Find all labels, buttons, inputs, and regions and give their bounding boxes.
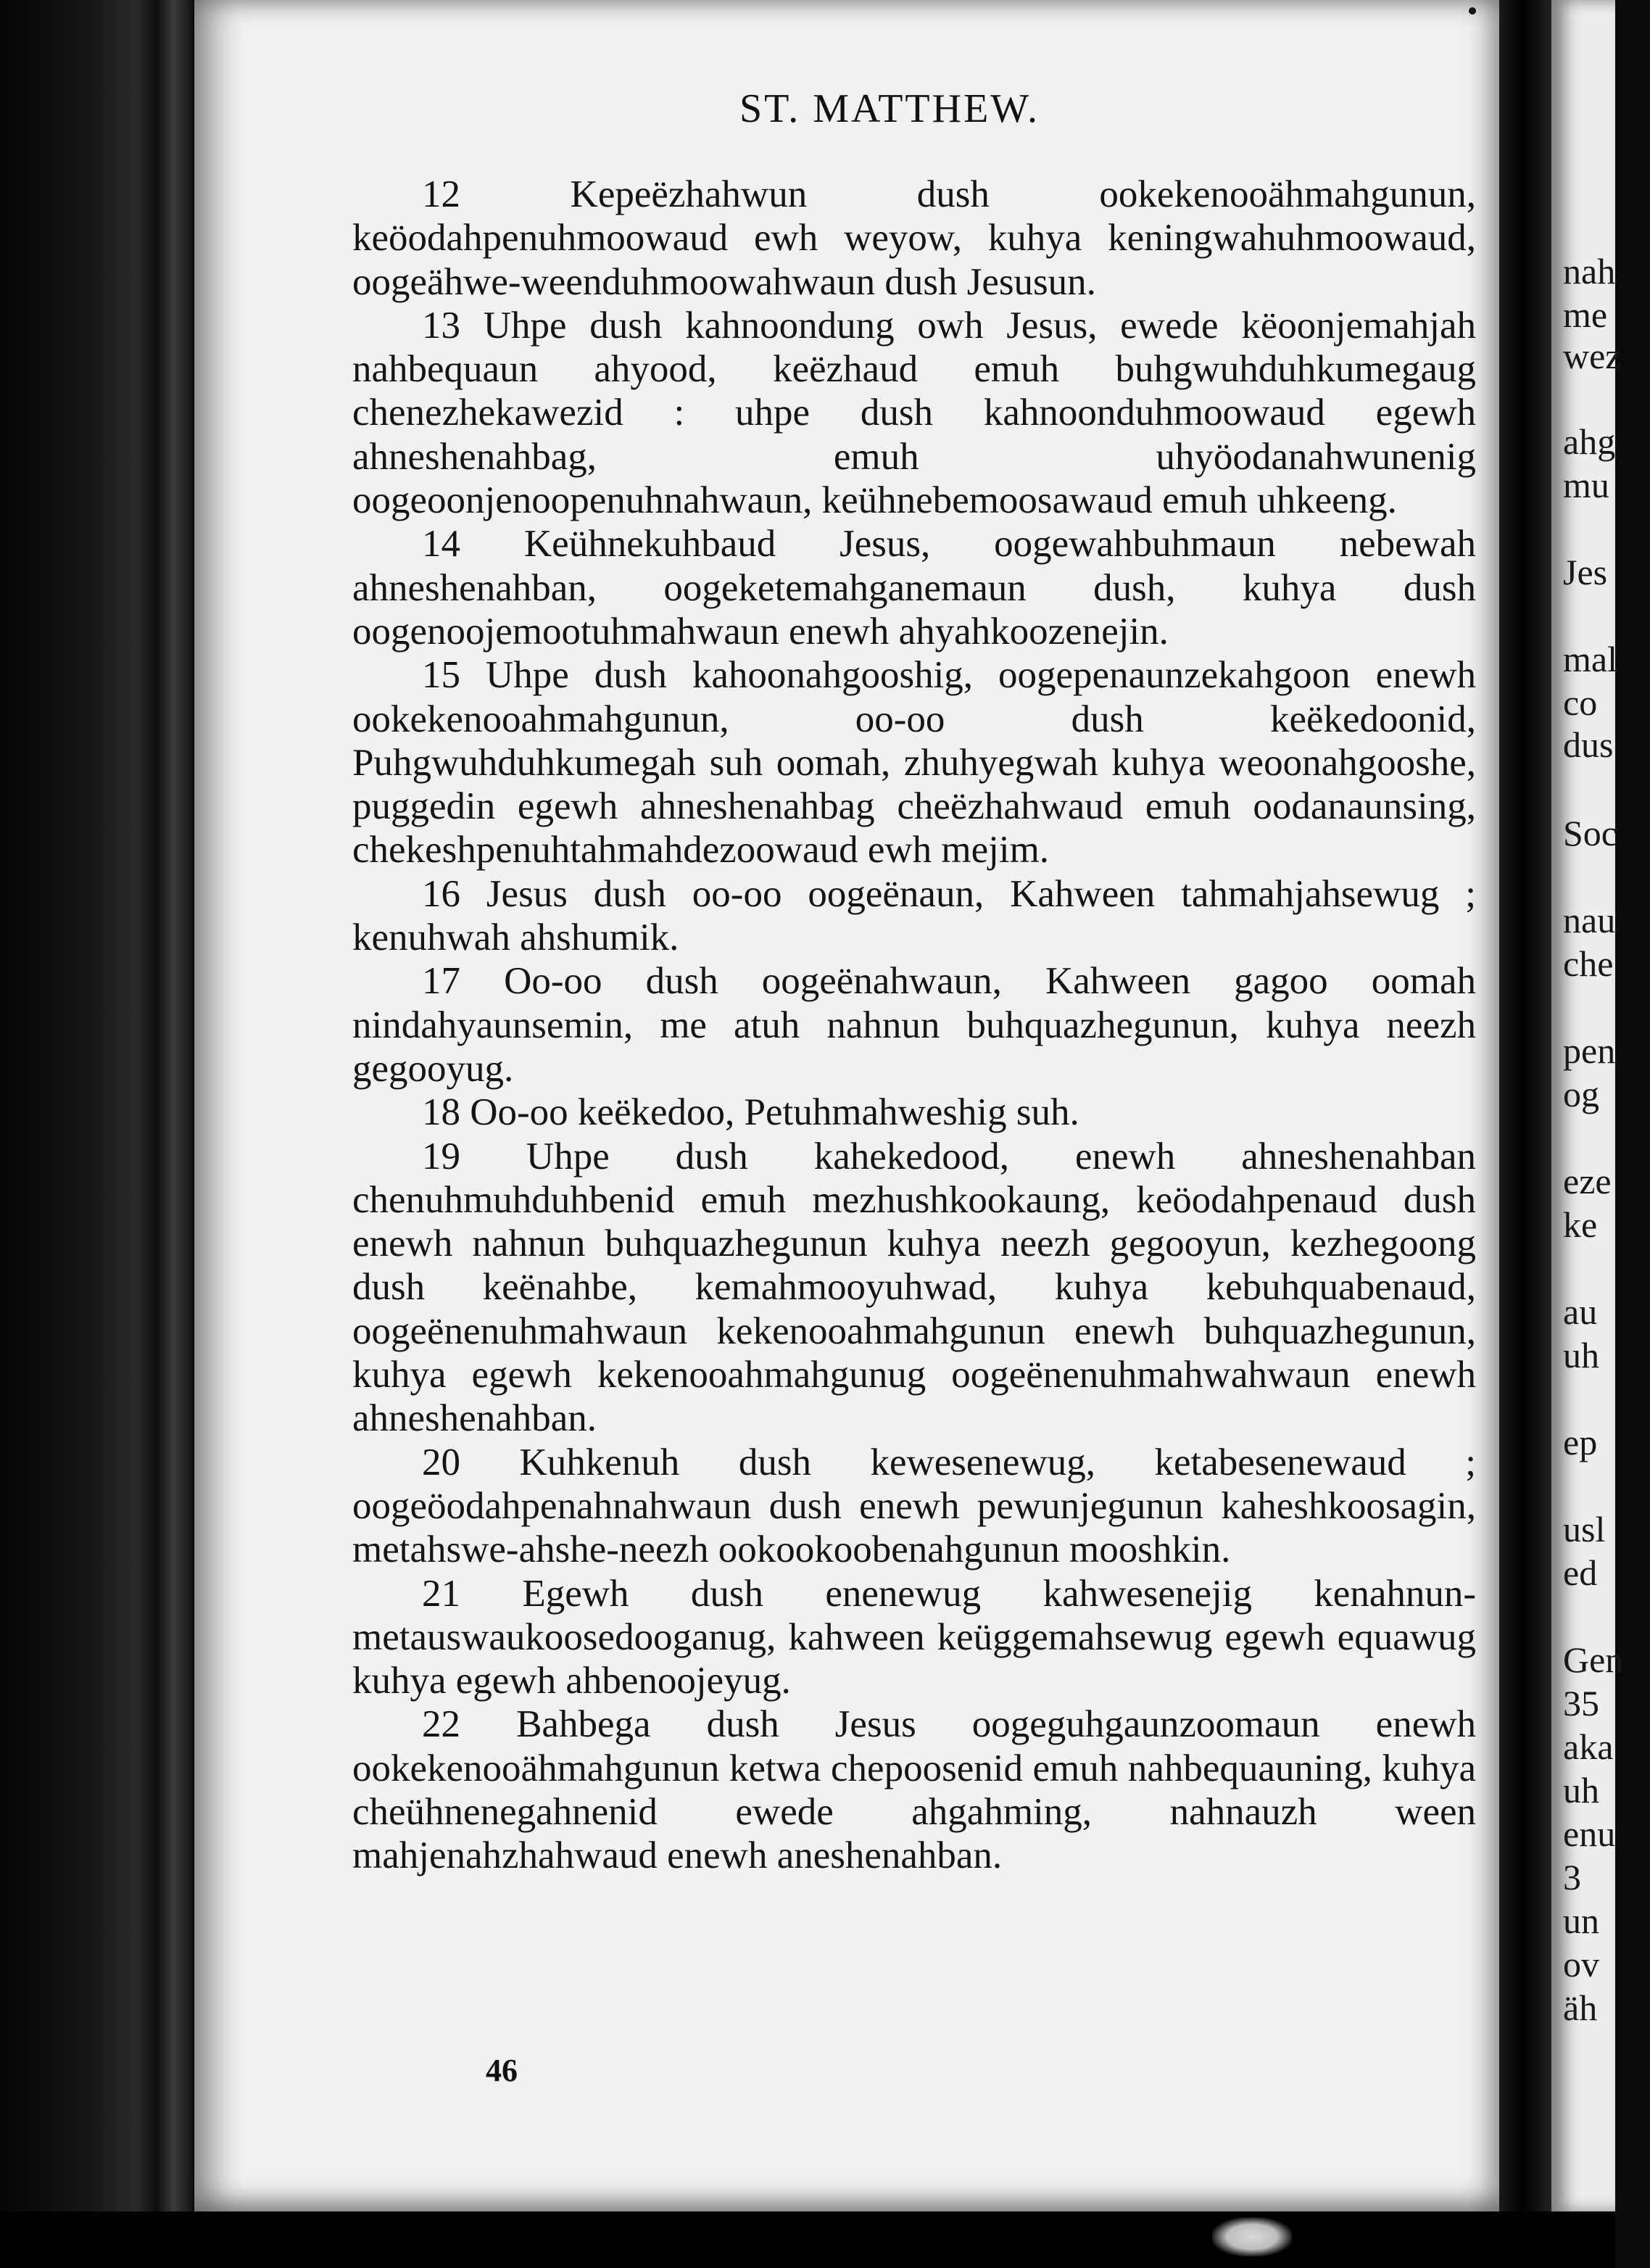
facing-page-fragment: 35 <box>1563 1683 1599 1723</box>
verse-22: 22 Bahbega dush Jesus oogeguhgaunzoomaun enewh ookekenooähmahgunun ketwa chepoosenid emuh nahbequauning, kuhya cheühnenegahnenid ewede ahgahming, nahnauzh ween mahjenahzhahwaud enewh aneshenahban. <box>352 1703 1476 1877</box>
facing-page-fragment: uh <box>1563 1335 1599 1375</box>
facing-page-fragment: wez <box>1563 336 1622 376</box>
facing-page-fragment: nah <box>1563 251 1616 291</box>
page-title: ST. MATTHEW. <box>739 86 1040 131</box>
facing-page-fragment: uh <box>1563 1770 1599 1810</box>
facing-page-fragment: co <box>1563 682 1598 723</box>
facing-page <box>1551 0 1624 2211</box>
verse-14: 14 Keühnekuhbaud Jesus, oogewahbuhmaun nebewah ahneshenahban, oogeketemahganemaun dush, kuhya dush oogenoojemootuhmahwaun enewh ahyahkoozenejin. <box>352 523 1476 653</box>
facing-page-fragment: aka <box>1563 1726 1614 1767</box>
facing-page-fragment: au <box>1563 1291 1598 1332</box>
book-binding-edge <box>0 0 196 2268</box>
facing-page-fragment: dus <box>1563 724 1614 765</box>
facing-page-fragment: mu <box>1563 465 1609 505</box>
facing-page-fragment: og <box>1563 1074 1599 1114</box>
facing-page-fragment: usl <box>1563 1509 1606 1549</box>
facing-page-fragment: che <box>1563 943 1614 984</box>
scan-bottom-border <box>0 2211 1615 2268</box>
verse-21: 21 Egewh dush enenewug kahwesenejig kenahnun-metauswaukoosedooganug, kahween keüggemahsewug egewh equawug kuhya egewh ahbenoojeyug. <box>352 1572 1476 1702</box>
page-speck <box>1469 7 1476 15</box>
verse-15: 15 Uhpe dush kahoonahgooshig, oogepenaunzekahgoon enewh ookekenooahmahgunun, oo-oo dush keëkedoonid, Puhgwuhduhkumegah suh oomah, zhuhyegwah kuhya weoonahgooshe, puggedin egewh ahneshenahbag cheëzhahwaud emuh oodanaunsing, chekeshpenuhtahmahdezoowaud ewh mejim. <box>352 654 1476 872</box>
facing-page-fragment: ed <box>1563 1552 1598 1593</box>
verse-19: 19 Uhpe dush kahekedood, enewh ahneshenahban chenuhmuhduhbenid emuh mezhushkookaung, keöodahpenaud dush enewh nahnun buhquazhegunun kuhya neezh gegooyun, kezhegoong dush keënahbe, kemahmooyuhwad, kuhya kebuhquabenaud, oogeënenuhmahwaun kekenooahmahgunun enewh buhquazhegunun, kuhya egewh kekenooahmahgunug oogeënenuhmahwahwaun enewh ahneshenahban. <box>352 1135 1476 1440</box>
facing-page-fragment: mal <box>1563 639 1617 679</box>
facing-page-fragment: me <box>1563 294 1608 335</box>
verse-18: 18 Oo-oo keëkedoo, Petuhmahweshig suh. <box>422 1091 1079 1134</box>
page-number: 46 <box>486 2053 518 2088</box>
scanner-stamp <box>1212 2217 1292 2256</box>
facing-page-fragment: nau <box>1563 900 1616 940</box>
facing-page-fragment: Soc <box>1563 813 1617 853</box>
facing-page-fragment: äh <box>1563 1987 1598 2028</box>
facing-page-fragment: un <box>1563 1900 1599 1941</box>
facing-page-fragment: Jes <box>1563 552 1608 592</box>
facing-page-fragment: ahg <box>1563 421 1616 462</box>
facing-page-fragment: 3 <box>1563 1857 1581 1897</box>
book-gutter <box>1499 0 1551 2211</box>
facing-page-fragment: Gen <box>1563 1639 1624 1680</box>
facing-page-fragment: ov <box>1563 1944 1599 1984</box>
verse-17: 17 Oo-oo dush oogeënahwaun, Kahween gagoo oomah nindahyaunsemin, me atuh nahnun buhquazhegunun, kuhya neezh gegooyug. <box>352 960 1476 1090</box>
verse-12: 12 Kepeëzhahwun dush ookekenooähmahgunun, keöodahpenuhmoowaud ewh weyow, kuhya keningwahuhmoowaud, oogeähwe-weenduhmoowahwaun dush Jesusun. <box>352 173 1476 303</box>
scripture-text <box>352 173 1476 1878</box>
facing-page-fragment: pen <box>1563 1030 1616 1071</box>
verse-13: 13 Uhpe dush kahnoondung owh Jesus, ewede këoonjemahjah nahbequaun ahyood, keëzhaud emuh buhgwuhduhkumegaug chenezhekawezid : uhpe dush kahnoonduhmoowaud egewh ahneshenahbag, emuh uhyöodanahwunenig oogeoonjenoopenuhnahwaun, keühnebemoosawaud emuh uhkeeng. <box>352 304 1476 522</box>
facing-page-fragment: ke <box>1563 1204 1598 1245</box>
facing-page-fragment: enu <box>1563 1813 1616 1854</box>
verse-20: 20 Kuhkenuh dush kewesenewug, ketabesenewaud ; oogeöodahpenahnahwaun dush enewh pewunjegunun kaheshkoosagin, metahswe-ahshe-neezh ookookoobenahgunun mooshkin. <box>352 1441 1476 1571</box>
verse-16: 16 Jesus dush oo-oo oogeënaun, Kahween tahmahjahsewug ; kenuhwah ahshumik. <box>352 872 1476 959</box>
facing-page-fragment: eze <box>1563 1161 1612 1201</box>
facing-page-fragment: ep <box>1563 1422 1598 1462</box>
